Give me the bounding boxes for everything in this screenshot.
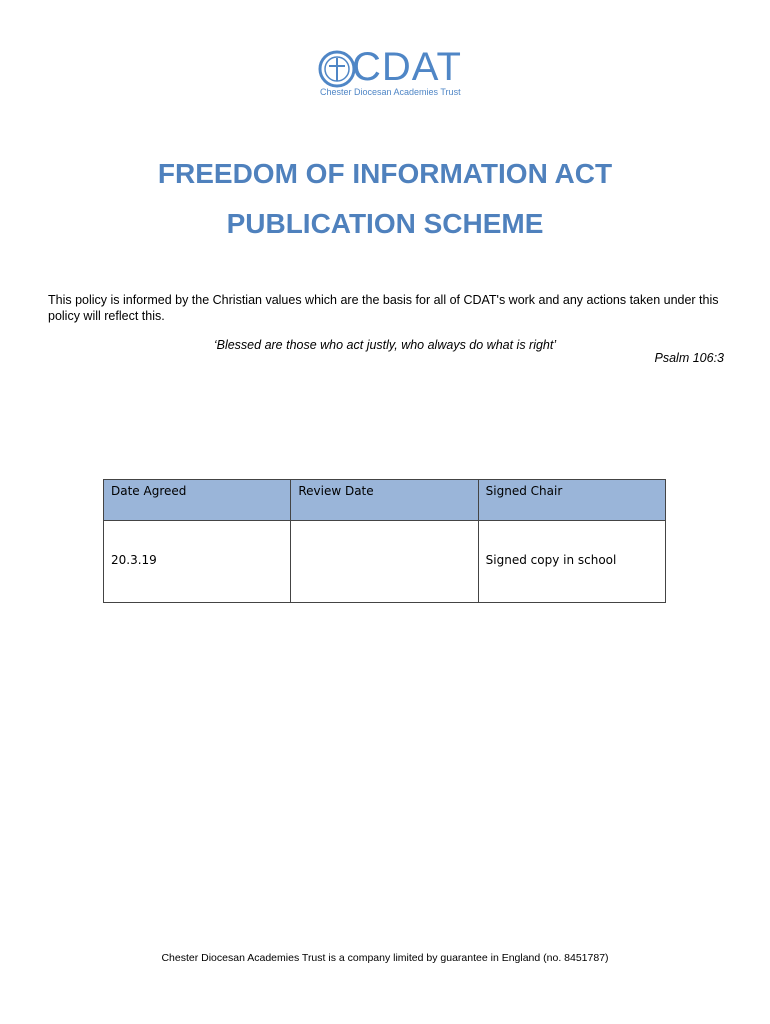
cell-date-agreed: 20.3.19 (104, 521, 291, 603)
policy-statement: This policy is informed by the Christian values which are the basis for all of CDAT's work and any actions taken under this policy will reflect this. (48, 293, 719, 323)
table-row (104, 521, 666, 603)
cell-review-date (291, 521, 478, 603)
page-footer: Chester Diocesan Academies Trust is a company limited by guarantee in England (no. 8451787) (161, 952, 609, 964)
cross-in-circle-icon (318, 50, 356, 88)
approval-table (103, 479, 666, 603)
quote-source: Psalm 106:3 (654, 351, 724, 365)
header-review-date: Review Date (291, 480, 478, 521)
page-title-line-2: PUBLICATION SCHEME (226, 208, 544, 239)
table-header-row (104, 480, 666, 521)
header-signed-chair: Signed Chair (478, 480, 665, 521)
scripture-quote: ‘Blessed are those who act justly, who always do what is right’ (213, 338, 557, 352)
cdat-logo (318, 45, 462, 100)
cell-signed-chair: Signed copy in school (478, 521, 665, 603)
logo-wordmark: CDAT (352, 45, 462, 89)
page-title-line-1: FREEDOM OF INFORMATION ACT (157, 158, 613, 189)
header-date-agreed: Date Agreed (104, 480, 291, 521)
logo-subtitle: Chester Diocesan Academies Trust (320, 87, 461, 97)
